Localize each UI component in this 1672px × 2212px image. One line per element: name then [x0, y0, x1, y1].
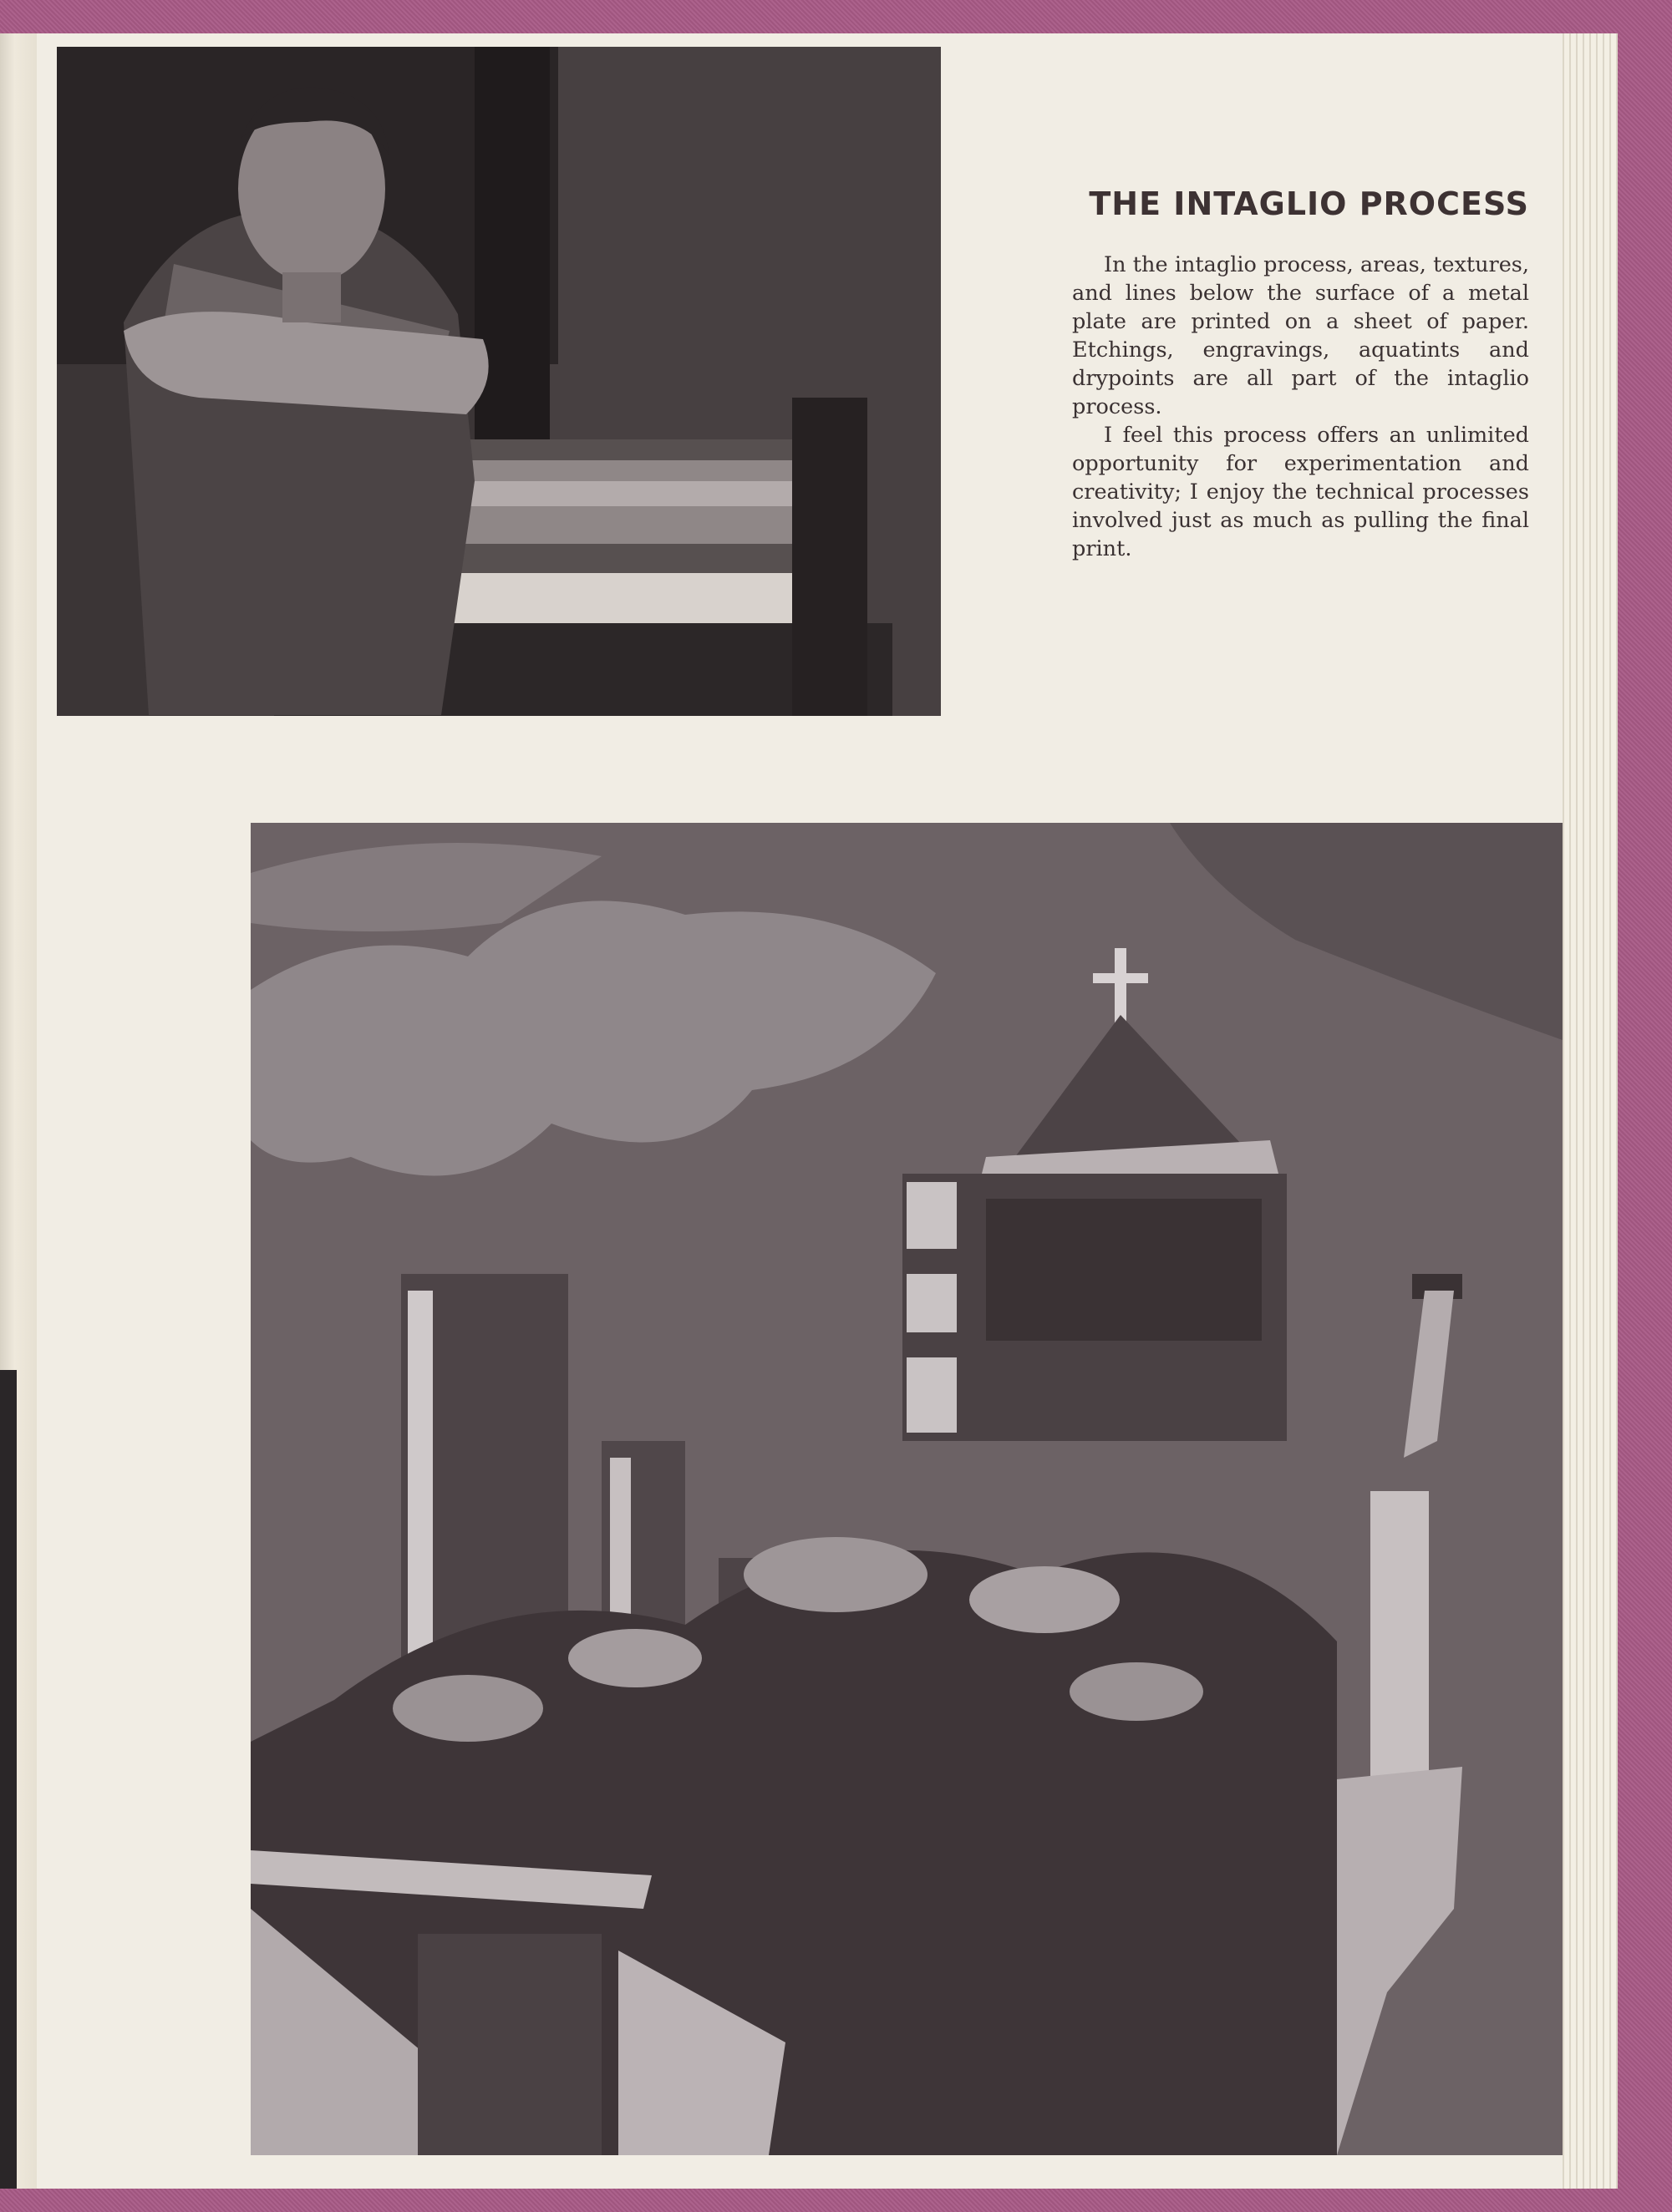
- article-body: [1072, 251, 1529, 563]
- artist-at-press-photo: [57, 47, 941, 716]
- article-heading: THE INTAGLIO PROCESS: [1089, 185, 1529, 222]
- page-stack-edge: [1556, 33, 1618, 2189]
- facing-page-edge: [0, 33, 38, 2189]
- article-paragraph-2: I feel this process offers an unlimited opportunity for experimentation and creativity; I enjoy the technical processes involved just as much as pulling the final print.: [1072, 423, 1529, 561]
- article-paragraph-1: In the intaglio process, areas, textures, and lines below the surface of a metal plate are printed on a sheet of paper. Etchings, engravings, aquatints and drypoints are all part of the intaglio process.: [1072, 252, 1529, 419]
- intaglio-print-reproduction: [251, 823, 1563, 2155]
